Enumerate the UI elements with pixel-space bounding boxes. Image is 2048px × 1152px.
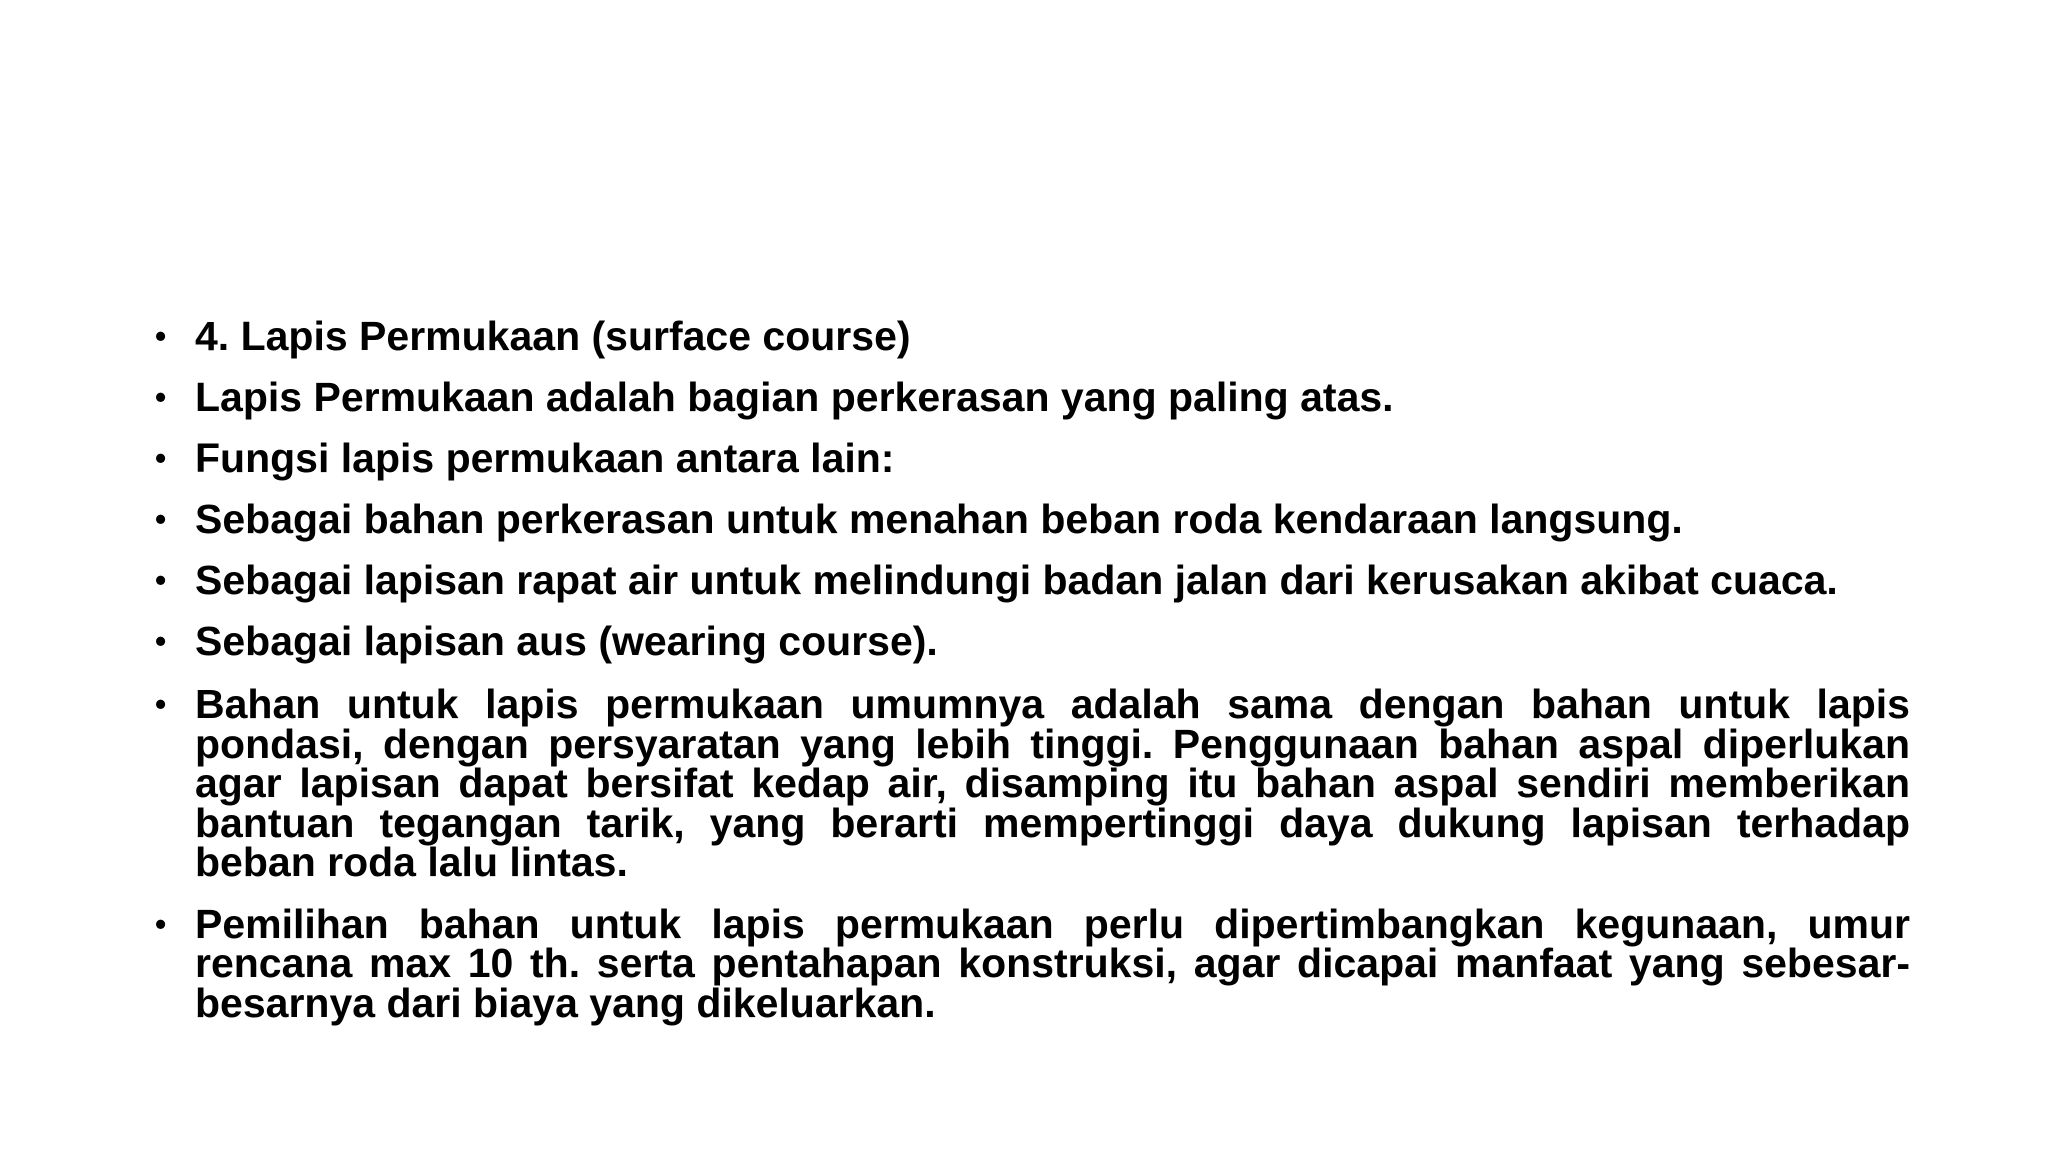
bullet-icon: •: [155, 501, 167, 537]
bullet-icon: •: [155, 623, 167, 659]
bullet-icon: •: [155, 379, 167, 415]
bullet-icon: •: [155, 686, 167, 722]
bullet-text: Bahan untuk lapis permukaan umumnya adalah sama dengan bahan untuk lapis pondasi, dengan persyaratan yang lebih tinggi. Penggunaan bahan aspal diperlukan agar lapisan dapat bersifat kedap air, disamping itu bahan aspal sendiri memberikan bantuan tegangan tarik, yang berarti mempertinggi daya dukung lapisan terhadap beban roda lalu lintas.: [195, 681, 1910, 885]
bullet-item-selection: [155, 900, 1910, 1026]
bullet-text: Pemilihan bahan untuk lapis permukaan perlu dipertimbangkan kegunaan, umur rencana max 10 th. serta pentahapan konstruksi, agar dicapai manfaat yang sebesar-besarnya dari biaya yang dikeluarkan.: [195, 900, 1910, 1026]
bullet-item-functions-intro: [155, 428, 1910, 488]
bullet-icon: •: [155, 562, 167, 598]
bullet-icon: •: [155, 318, 167, 354]
bullet-text: Fungsi lapis permukaan antara lain:: [195, 435, 895, 481]
bullet-item-function-2: [155, 550, 1910, 610]
bullet-item-heading: [155, 306, 1910, 366]
bullet-icon: •: [155, 440, 167, 476]
bullet-text: 4. Lapis Permukaan (surface course): [195, 313, 911, 359]
bullet-text: Sebagai lapisan rapat air untuk melindungi badan jalan dari kerusakan akibat cuaca.: [195, 557, 1838, 603]
slide-body: [155, 306, 1910, 1045]
bullet-text: Sebagai bahan perkerasan untuk menahan beban roda kendaraan langsung.: [195, 496, 1683, 542]
bullet-item-function-3: [155, 611, 1910, 671]
bullet-text: Lapis Permukaan adalah bagian perkerasan yang paling atas.: [195, 374, 1394, 420]
bullet-item-definition: [155, 367, 1910, 427]
bullet-item-function-1: [155, 489, 1910, 549]
bullet-icon: •: [155, 905, 167, 942]
bullet-list: [155, 306, 1910, 1026]
bullet-item-materials: [155, 681, 1910, 885]
bullet-text: Sebagai lapisan aus (wearing course).: [195, 618, 938, 664]
